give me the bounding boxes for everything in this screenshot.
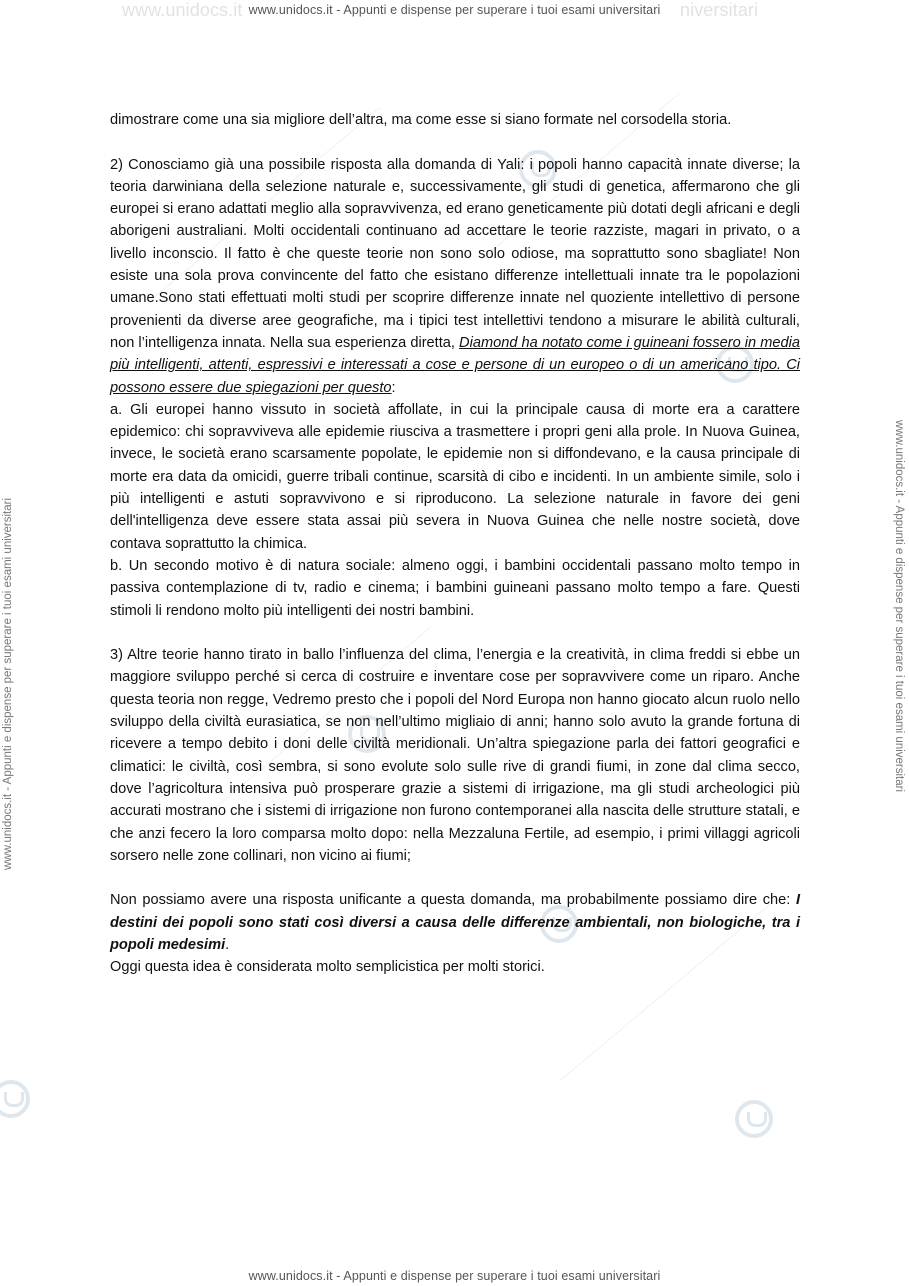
paragraph-intro-continuation: dimostrare come una sia migliore dell’altra, ma come esse si siano formate nel corsodella storia. bbox=[110, 112, 732, 128]
footer-watermark bbox=[0, 1269, 909, 1283]
paragraph-conclusion bbox=[110, 889, 800, 956]
ghost-watermark-right: niversitari bbox=[680, 0, 759, 20]
paragraph-point-3: 3) Altre teorie hanno tirato in ballo l’influenza del clima, l’energia e la creatività, in clima freddi si ebbe un maggiore sviluppo perché si cerca di costruire e inventare cose per sopravvivere come un riparo. Anche questa teoria non regge, Vedremo presto che i popoli del Nord Europa non hanno giocato alcun ruolo nello sviluppo della civiltà eurasiatica, se non nell’ultimo migliaio di anni; hanno solo avuto la grande fortuna di ricevere a tempo debito i doni delle civiltà meridionali. Un’altra spiegazione parla dei fattori geografici e climatici: le civiltà, così sembra, si sono evolute solo sulle rive di grandi fiumi, in zone dal clima secco, dove l’agricoltura intensiva può prosperare grazie a sistemi di irrigazione, ma gli studi archeologici più accurati mostrano che i sistemi di irrigazione non furono contemporanei alla nascita delle strutture statali, e che anzi fecero la loro comparsa molto dopo: nella Mezzaluna Fertile, ad esempio, i primi villaggi agricoli sorsero nelle zone collinari, non vicino ai fiumi; bbox=[110, 647, 800, 864]
right-side-watermark: www.unidocs.it - Appunti e dispense per superare i tuoi esami universitari bbox=[893, 420, 905, 793]
paragraph-point-2 bbox=[110, 154, 800, 399]
paragraph-point-2-text: 2) Conosciamo già una possibile risposta alla domanda di Yali: i popoli hanno capacità innate diverse; la teoria darwiniana della selezione naturale e, successivamente, gli studi di genetica, affermarono che gli europei si erano adattati meglio alla sopravvivenza, ed erano geneticamente più dotati degli africani e degli aborigeni australiani. Molti occidentali continuano ad accettare le teorie razziste, magari in privato, o a livello inconscio. Il fatto è che queste teorie non sono solo odiose, ma soprattutto sono sbagliate! Non esiste una sola prova convincente del fatto che esistano differenze intellettuali innate tra le popolazioni umane.Sono stati effettuati molti studi per scoprire differenze innate nel quoziente intellettivo di persone provenienti da diverse aree geografiche, ma i tipici test intellettivi tendono a misurare le abilità culturali, non l’intelligenza innata. Nella sua esperienza diretta, bbox=[110, 156, 800, 351]
underlined-observation: Diamond ha notato come i guineani fossero in media più intelligenti, attenti, espressivi e interessati a cose e persone di un europeo o di un americano tipo. Ci possono essere due spiegazioni per questo bbox=[110, 334, 800, 396]
paragraph-explanation-a: a. Gli europei hanno vissuto in società affollate, in cui la principale causa di morte era a carattere epidemico: chi sopravviveva alle epidemie riusciva a trasmettere i propri geni alla prole. In Nuova Guinea, invece, le società erano scarsamente popolate, le epidemie non si diffondevano, e la causa principale di morte era data da omicidi, guerre tribali continue, scarsità di cibo e incidenti. In un ambiente simile, solo i più intelligenti e astuti sopravvivono e si riproducono. La selezione naturale in favore dei geni dell'intelligenza deve essere stata assai più severa in Nuova Guinea che nelle nostre società, dove contava soprattutto la chimica. bbox=[110, 401, 800, 552]
document-body bbox=[110, 109, 800, 979]
paragraph-final-note: Oggi questa idea è considerata molto semplicistica per molti storici. bbox=[110, 959, 545, 976]
conclusion-bold-thesis: I destini dei popoli sono stati così diversi a causa delle differenze ambientali, non biologiche, tra i popoli medesimi bbox=[110, 892, 800, 953]
header-watermark bbox=[0, 0, 909, 20]
conclusion-lead: Non possiamo avere una risposta unificante a questa domanda, ma probabilmente possiamo dire che: bbox=[110, 892, 796, 909]
paragraph-point-2-colon: : bbox=[391, 379, 396, 396]
ghost-watermark-left: www.unidocs.it bbox=[122, 0, 243, 20]
unidocs-logo-watermark bbox=[735, 1100, 773, 1138]
paragraph-explanation-b: b. Un secondo motivo è di natura sociale: almeno oggi, i bambini occidentali passano molto tempo in passiva contemplazione di tv, radio e cinema; i bambini guineani passano molto tempo a fare. Questi stimoli li rendono molto più intelligenti dei nostri bambini. bbox=[110, 557, 800, 619]
left-side-watermark: www.unidocs.it - Appunti e dispense per superare i tuoi esami universitari bbox=[2, 497, 14, 870]
header-watermark-text: www.unidocs.it - Appunti e dispense per superare i tuoi esami universitari bbox=[248, 3, 661, 17]
unidocs-logo-watermark bbox=[0, 1080, 30, 1118]
footer-watermark-text: www.unidocs.it - Appunti e dispense per superare i tuoi esami universitari bbox=[248, 1269, 661, 1283]
conclusion-period: . bbox=[225, 936, 230, 953]
